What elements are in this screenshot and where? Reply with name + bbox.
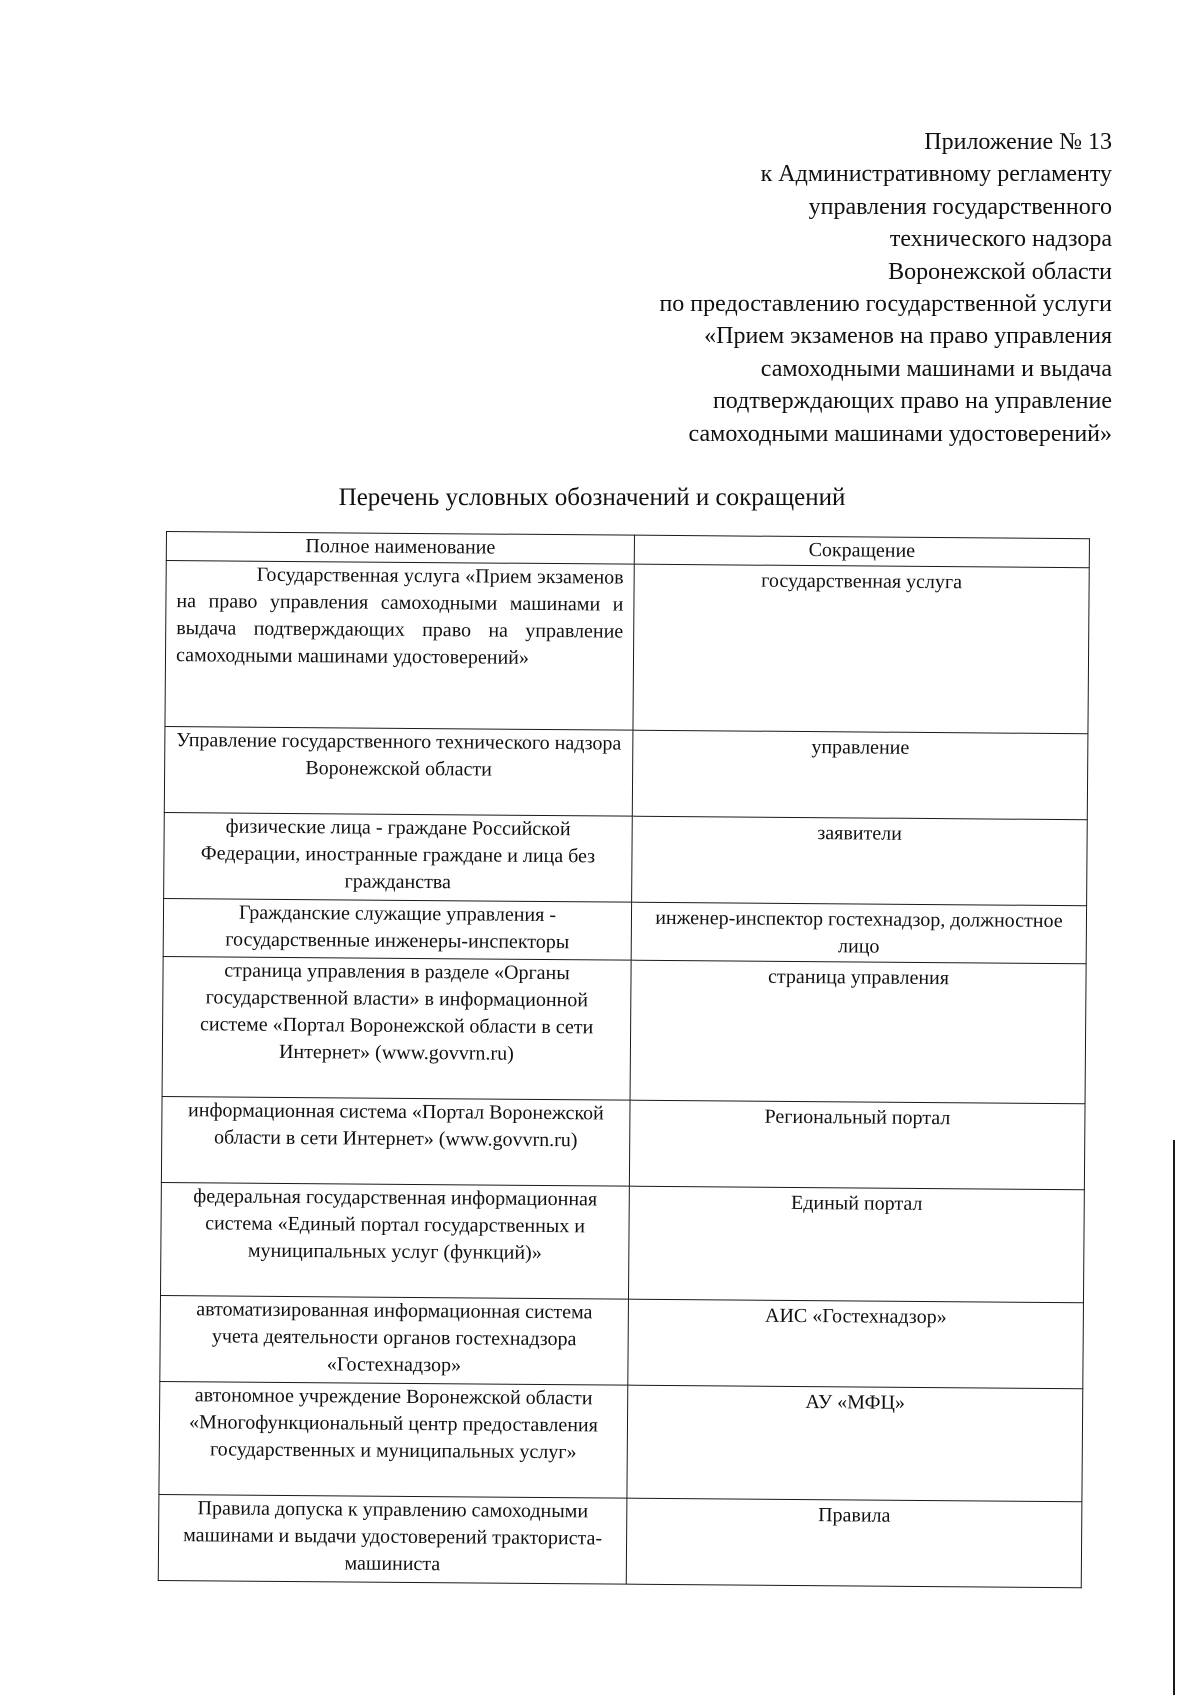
header-abbreviation: Сокращение [634,535,1089,568]
abbreviation-cell: Единый портал [628,1186,1084,1303]
appendix-line: Воронежской области [888,258,1112,285]
abbreviation-cell: заявители [632,816,1088,906]
appendix-line: самоходными машинами удостоверений» [688,420,1112,447]
table-row [165,561,1089,734]
table-row [163,898,1086,963]
appendix-line: Приложение № 13 [924,129,1112,155]
appendix-line: подтверждающих право на управление [712,388,1112,415]
appendix-header [492,126,1112,450]
full-name-cell: автоматизированная информационная система учета деятельности органов гостехнадзора «Гостехнадзор» [160,1295,629,1385]
abbreviation-cell: АИС «Гостехнадзор» [628,1299,1084,1389]
abbreviations-table [158,531,1090,1588]
table-row [161,1096,1085,1189]
full-name-cell: Управление государственного технического надзора Воронежской области [164,726,633,816]
abbreviation-cell: государственная услуга [633,564,1089,734]
table-row [158,1494,1082,1587]
abbreviation-cell: Региональный портал [629,1100,1085,1190]
full-name-cell: Государственная услуга «Прием экзаменов на право управления самоходными машинами и выдача подтверждающих право на управление самоходными машинами удостоверений» [165,561,634,731]
table-row [164,812,1088,905]
appendix-line: технического надзора [889,226,1112,253]
scan-margin-line [1173,1140,1175,1695]
full-name-cell: Правила допуска к управлению самоходными машинами и выдачи удостоверений тракториста-машиниста [158,1494,627,1584]
abbreviation-cell: страница управления [630,960,1086,1104]
full-name-cell: федеральная государственная информационная система «Единый портал государственных и муниципальных услуг (функций)» [160,1182,629,1299]
full-name-cell: страница управления в разделе «Органы государственной власти» в информационной системе «Портал Воронежской области в сети Интернет» (www.govvrn.ru) [162,956,631,1100]
appendix-line: по предоставлению государственной услуги [659,291,1112,318]
full-name-cell: автономное учреждение Воронежской области «Многофункциональный центр предоставления государственных и муниципальных услуг» [159,1381,628,1498]
full-name-cell: информационная система «Портал Воронежской области в сети Интернет» (www.govvrn.ru) [161,1096,630,1186]
appendix-line: самоходными машинами и выдача [760,355,1112,382]
header-full-name: Полное наименование [166,532,634,565]
table-row [164,726,1088,819]
document-title: Перечень условных обозначений и сокращений [338,484,846,511]
full-name-cell: физические лица - граждане Российской Федерации, иностранные граждане и лица без гражданства [164,812,633,902]
abbreviation-cell: инженер-инспектор гостехнадзор, должностное лицо [631,902,1086,964]
table-row [160,1295,1084,1388]
table-row [160,1182,1084,1302]
appendix-line: «Прием экзаменов на право управления [704,323,1112,350]
table-row [162,956,1086,1103]
abbreviation-cell: Правила [626,1498,1082,1588]
appendix-line: к Административному регламенту [760,161,1112,188]
abbreviation-cell: управление [632,730,1088,820]
full-name-cell: Гражданские служащие управления - государственные инженеры-инспекторы [163,898,631,960]
appendix-line: управления государственного [808,193,1112,220]
abbreviation-cell: АУ «МФЦ» [627,1385,1083,1502]
table-row [159,1381,1083,1501]
